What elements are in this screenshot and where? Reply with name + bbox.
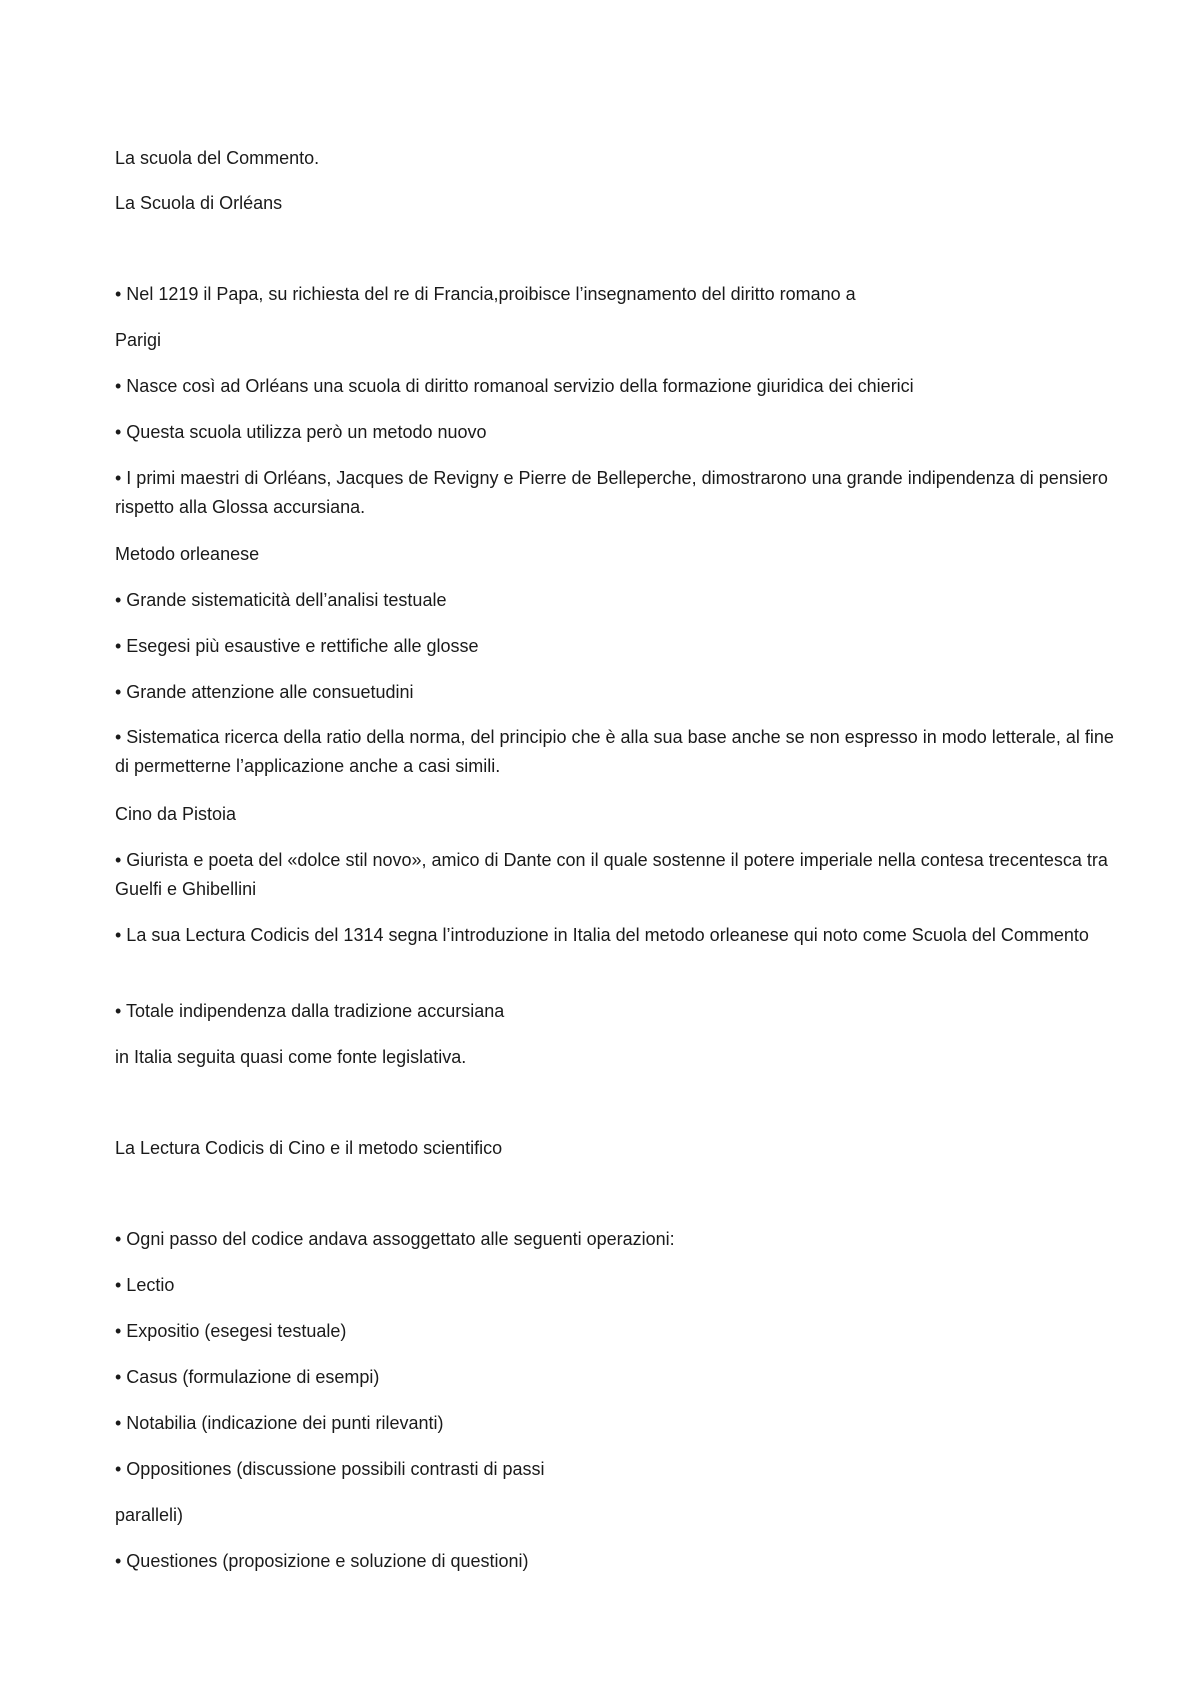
section-heading: Metodo orleanese (115, 544, 260, 564)
bullet-paragraph: • La sua Lectura Codicis del 1314 segna l’introduzione in Italia del metodo orleanese qui noto come Scuola del Commento (115, 925, 1089, 945)
paragraph: in Italia seguita quasi come fonte legislativa. (115, 1047, 467, 1067)
paragraph: paralleli) (115, 1505, 184, 1525)
section-heading: Cino da Pistoia (115, 804, 237, 824)
bullet-paragraph: • Giurista e poeta del «dolce stil novo», amico di Dante con il quale sostenne il potere imperiale nella contesa trecentesca tra Guelfi e Ghibellini (115, 850, 1108, 899)
bullet-paragraph: • Grande attenzione alle consuetudini (115, 682, 414, 702)
bullet-paragraph: • Expositio (esegesi testuale) (115, 1321, 347, 1341)
bullet-paragraph: • Nasce così ad Orléans una scuola di diritto romanoal servizio della formazione giuridica dei chierici (115, 376, 914, 396)
bullet-paragraph: • Oppositiones (discussione possibili contrasti di passi (115, 1459, 545, 1479)
bullet-paragraph: • Notabilia (indicazione dei punti rilevanti) (115, 1413, 444, 1433)
section-heading: La Scuola di Orléans (115, 193, 283, 213)
bullet-paragraph: • Lectio (115, 1275, 175, 1295)
bullet-paragraph: • Casus (formulazione di esempi) (115, 1367, 380, 1387)
bullet-paragraph: • Nel 1219 il Papa, su richiesta del re di Francia,proibisce l’insegnamento del diritto romano a (115, 284, 856, 304)
bullet-paragraph: • Questiones (proposizione e soluzione di questioni) (115, 1551, 529, 1571)
bullet-paragraph: • Questa scuola utilizza però un metodo nuovo (115, 422, 487, 442)
bullet-paragraph: • Grande sistematicità dell’analisi testuale (115, 590, 447, 610)
bullet-paragraph: • Ogni passo del codice andava assoggettato alle seguenti operazioni: (115, 1229, 675, 1249)
bullet-paragraph: • Sistematica ricerca della ratio della norma, del principio che è alla sua base anche se non espresso in modo letterale, al fine di permetterne l’applicazione anche a casi simili. (115, 727, 1114, 776)
section-heading: La Lectura Codicis di Cino e il metodo scientifico (115, 1138, 503, 1158)
paragraph: Parigi (115, 330, 162, 350)
bullet-paragraph: • I primi maestri di Orléans, Jacques de Revigny e Pierre de Belleperche, dimostrarono una grande indipendenza di pensiero rispetto alla Glossa accursiana. (115, 468, 1108, 517)
bullet-paragraph: • Totale indipendenza dalla tradizione accursiana (115, 1001, 505, 1021)
document-page (115, 0, 1115, 1698)
doc-title: La scuola del Commento. (115, 148, 320, 168)
bullet-paragraph: • Esegesi più esaustive e rettifiche alle glosse (115, 636, 479, 656)
